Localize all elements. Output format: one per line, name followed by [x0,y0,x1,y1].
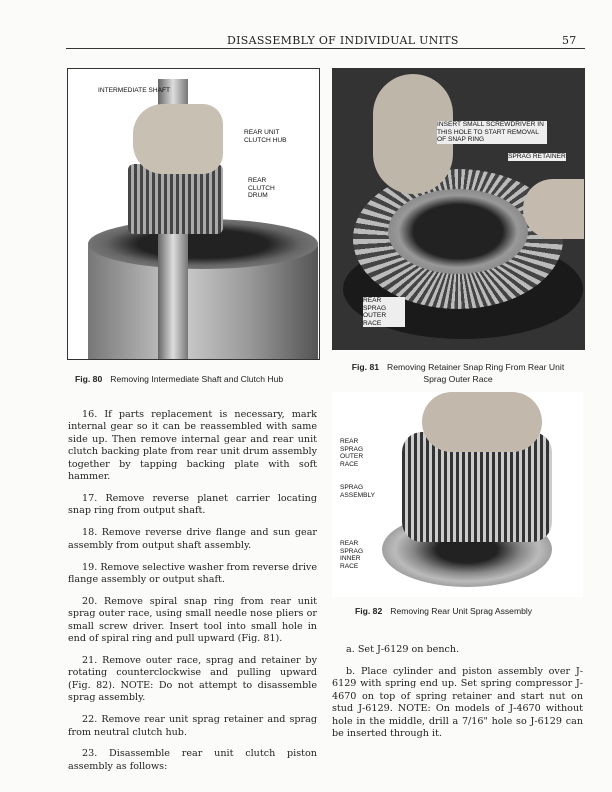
label-sprag-assembly: SPRAG ASSEMBLY [340,484,376,499]
step-22: 22. Remove rear unit sprag retainer and sprag from neutral clutch hub. [68,714,317,738]
figure-81-caption: Fig. 81 Removing Retainer Snap Ring From Rear Unit Sprag Outer Race [351,362,565,384]
step-16: 16. If parts replacement is necessary, mark internal gear so it can be reassembled with same side up. Then remove internal gear and rear unit clutch backing plate from rear unit drum assembly together by tapping backing plate with soft hammer. [68,409,317,483]
step-23b: b. Place cylinder and piston assembly over J-6129 with spring end up. Set spring compressor J-4670 on top of spring retainer and start nut on stud J-6129. NOTE: On models of J-4670 without hole in the middle, drill a 7/16" hole so J-6129 can be inserted through it. [332,665,583,739]
label-rear-sprag-inner-race: REAR SPRAG INNER RACE [340,540,364,570]
figure-80-photo [67,68,320,360]
step-20: 20. Remove spiral snap ring from rear unit sprag outer race, using small needle nose pliers or small screw driver. Insert tool into small hole in end of spiral ring and pull upward (Fig. 81). [68,595,317,645]
page-number: 57 [562,34,577,47]
left-text-column [68,409,317,783]
step-23: 23. Disassemble rear unit clutch piston assembly as follows: [68,748,317,772]
label-rear-sprag-outer-race: REAR SPRAG OUTER RACE [363,297,405,327]
header-rule [66,48,585,49]
figure-82-caption: Fig. 82 Removing Rear Unit Sprag Assembly [355,606,533,616]
figure-81-photo [332,68,585,350]
running-header: DISASSEMBLY OF INDIVIDUAL UNITS [227,34,459,47]
label-rear-unit-clutch-hub: REAR UNIT CLUTCH HUB [244,129,287,144]
step-21: 21. Remove outer race, sprag and retainer by rotating counterclockwise and pulling upward (Fig. 82). NOTE: Do not attempt to disassemble sprag assembly. [68,655,317,704]
right-text-column [332,644,583,750]
figure-82-photo [332,392,583,597]
step-23a: a. Set J-6129 on bench. [346,644,460,655]
figure-80-caption: Fig. 80 Removing Intermediate Shaft and Clutch Hub [75,374,284,384]
label-intermediate-shaft: INTERMEDIATE SHAFT [98,87,171,94]
label-rear-sprag-outer-race: REAR SPRAG OUTER RACE [340,438,364,468]
step-19: 19. Remove selective washer from reverse drive flange assembly or output shaft. [68,561,317,585]
label-sprag-retainer: SPRAG RETAINER [508,153,566,160]
step-17: 17. Remove reverse planet carrier locating snap ring from output shaft. [68,492,317,517]
label-rear-clutch-drum: REAR CLUTCH DRUM [248,177,275,200]
step-18: 18. Remove reverse drive flange and sun gear assembly from output shaft assembly. [68,527,317,551]
label-insert-screwdriver: INSERT SMALL SCREWDRIVER IN THIS HOLE TO START REMOVAL OF SNAP RING [437,121,547,144]
